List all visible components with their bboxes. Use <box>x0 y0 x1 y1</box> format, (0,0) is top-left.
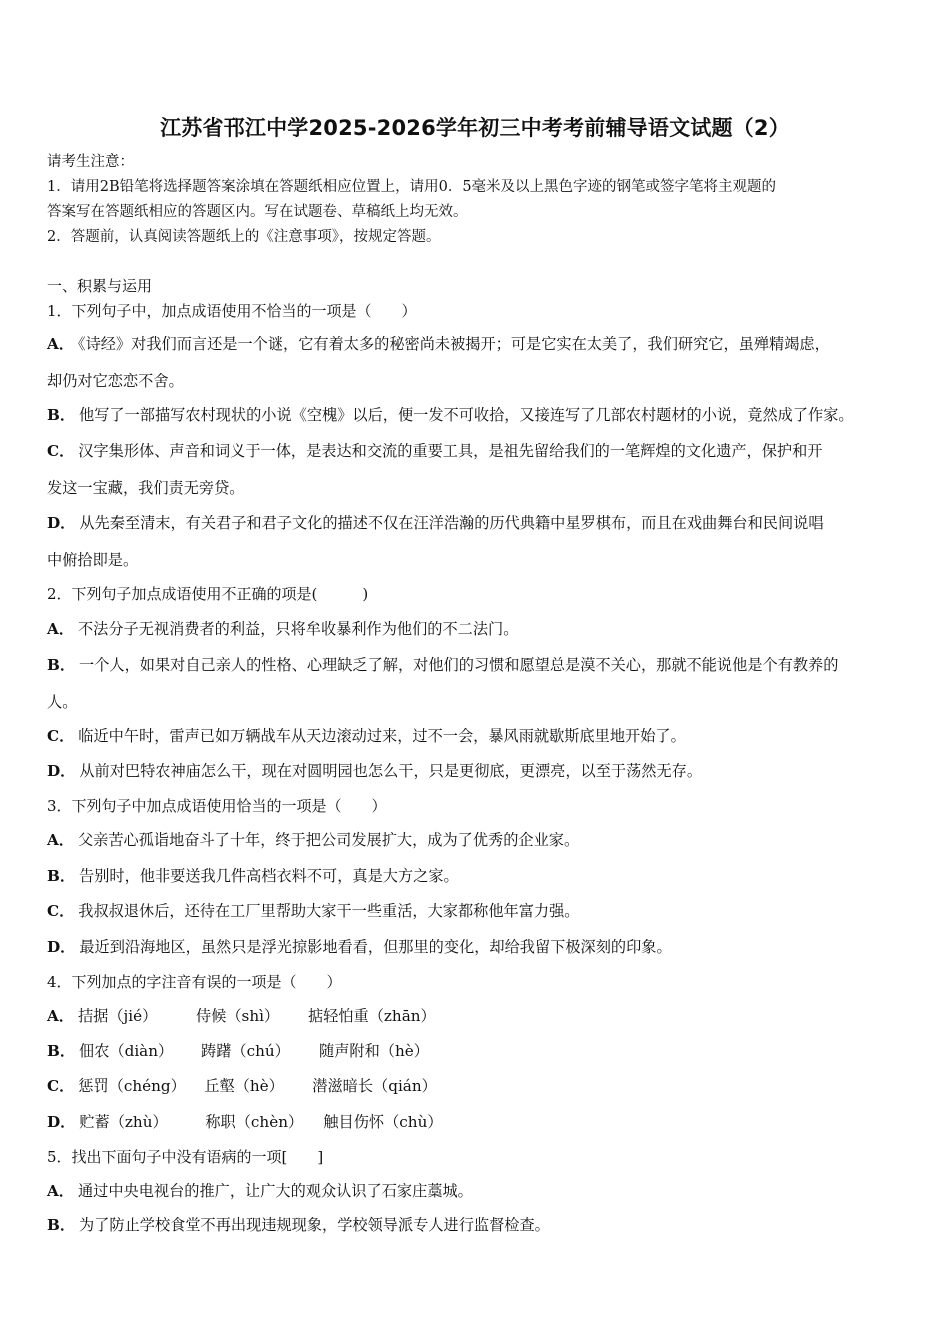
option-item-3: 随声附和（hè） <box>319 1042 429 1060</box>
option-text: 从先秦至清末，有关君子和君子文化的描述不仅在汪洋浩瀚的历代典籍中星罗棋布，而且在戏曲舞台和民间说唱 <box>79 514 824 532</box>
notice-item-2: 2．答题前，认真阅读答题纸上的《注意事项》，按规定答题。 <box>47 229 441 245</box>
option-text: 通过中央电视台的推广，让广大的观众认识了石家庄藁城。 <box>77 1182 473 1200</box>
question-1-option-c-cont: 发这一宝藏，我们责无旁贷。 <box>47 479 245 497</box>
option-item-2: 称职（chèn） <box>205 1113 304 1131</box>
option-label: B． <box>47 1216 76 1234</box>
question-4-option-b <box>47 1041 429 1061</box>
option-label: A． <box>47 1007 74 1025</box>
option-label: C． <box>47 442 75 460</box>
option-item-1: 惩罚（chéng） <box>78 1077 186 1095</box>
question-2-stem: 2．下列句子加点成语使用不正确的项是( ) <box>47 585 369 603</box>
option-label: B． <box>47 1042 76 1060</box>
question-1-option-c <box>47 441 822 461</box>
option-label: A． <box>47 831 74 849</box>
question-3-option-b <box>47 866 459 886</box>
option-text: 从前对巴特农神庙怎么干，现在对圆明园也怎么干，只是更彻底，更漂亮，以至于荡然无存。 <box>79 762 703 780</box>
option-label: B． <box>47 867 76 885</box>
question-1-option-d <box>47 513 824 533</box>
option-text: 父亲苦心孤诣地奋斗了十年，终于把公司发展扩大，成为了优秀的企业家。 <box>77 831 580 849</box>
question-1-option-a <box>47 334 830 354</box>
option-item-3: 触目伤怀（chù） <box>323 1113 443 1131</box>
option-text: 临近中午时，雷声已如万辆战车从天边滚动过来，过不一会，暴风雨就歇斯底里地开始了。 <box>78 727 686 745</box>
question-4-option-d <box>47 1112 443 1132</box>
option-text: 不法分子无视消费者的利益，只将牟收暴利作为他们的不二法门。 <box>77 620 519 638</box>
option-label: A． <box>47 1182 74 1200</box>
option-text: 一个人，如果对自己亲人的性格、心理缺乏了解，对他们的习惯和愿望总是漠不关心，那就不能说他是个有教养的 <box>79 656 839 674</box>
question-4-option-c <box>47 1076 437 1096</box>
notice-heading: 请考生注意： <box>47 154 134 170</box>
option-label: C． <box>47 1077 75 1095</box>
option-label: B． <box>47 406 76 424</box>
option-label: B． <box>47 656 76 674</box>
question-1-option-a-cont: 却仍对它恋恋不舍。 <box>47 372 184 390</box>
question-2-option-b-cont: 人。 <box>47 693 78 711</box>
option-text: 最近到沿海地区，虽然只是浮光掠影地看看，但那里的变化，却给我留下极深刻的印象。 <box>79 938 672 956</box>
question-1-stem: 1．下列句子中，加点成语使用不恰当的一项是（ ） <box>47 302 417 320</box>
option-text: 汉字集形体、声音和词义于一体，是表达和交流的重要工具，是祖先留给我们的一笔辉煌的文化遗产，保护和开 <box>78 442 823 460</box>
notice-item-1-line-2: 答案写在答题纸相应的答题区内。写在试题卷、草稿纸上均无效。 <box>47 204 468 220</box>
question-3-option-c <box>47 901 579 921</box>
question-2-option-c <box>47 726 686 746</box>
option-label: A． <box>47 620 74 638</box>
question-3-stem: 3．下列句子中加点成语使用恰当的一项是（ ） <box>47 797 387 815</box>
option-text: 为了防止学校食堂不再出现违规现象，学校领导派专人进行监督检查。 <box>79 1216 550 1234</box>
option-label: D． <box>47 514 76 532</box>
option-item-1: 佃农（diàn） <box>79 1042 174 1060</box>
question-3-option-a <box>47 830 579 850</box>
page-title: 江苏省邗江中学2025-2026学年初三中考考前辅导语文试题（2） <box>160 116 790 140</box>
option-label: A． <box>47 335 74 353</box>
option-text: 告别时，他非要送我几件高档衣料不可，真是大方之家。 <box>79 867 459 885</box>
option-text: 我叔叔退休后，还待在工厂里帮助大家干一些重活，大家都称他年富力强。 <box>78 902 580 920</box>
question-1-option-d-cont: 中俯拾即是。 <box>47 551 139 569</box>
option-item-2: 踌躇（chú） <box>201 1042 290 1060</box>
question-2-option-a <box>47 619 518 639</box>
option-label: C． <box>47 902 75 920</box>
option-label: D． <box>47 762 76 780</box>
notice-item-1-line-1: 1．请用2B铅笔将选择题答案涂填在答题纸相应位置上，请用0．5毫米及以上黑色字迹的钢笔或签字笔将主观题的 <box>47 179 777 195</box>
option-item-2: 丘壑（hè） <box>204 1077 284 1095</box>
option-text: 他写了一部描写农村现状的小说《空槐》以后，便一发不可收拾，又接连写了几部农村题材的小说，竟然成了作家。 <box>79 406 854 424</box>
question-1-option-b <box>47 405 854 425</box>
option-label: D． <box>47 938 76 956</box>
question-4-option-a <box>47 1006 436 1026</box>
option-item-3: 掂轻怕重（zhān） <box>307 1007 436 1025</box>
question-5-option-b <box>47 1215 550 1235</box>
option-label: D． <box>47 1113 76 1131</box>
question-5-option-a <box>47 1181 473 1201</box>
question-4-stem: 4．下列加点的字注音有误的一项是（ ） <box>47 973 342 991</box>
option-text: 《诗经》对我们而言还是一个谜，它有着太多的秘密尚未被揭开；可是它实在太美了，我们研究它，虽殚精竭虑， <box>77 335 830 353</box>
option-label: C． <box>47 727 75 745</box>
question-2-option-d <box>47 761 702 781</box>
option-item-1: 贮蓄（zhù） <box>79 1113 168 1131</box>
option-item-1: 拮据（jié） <box>77 1007 158 1025</box>
question-5-stem: 5．找出下面句子中没有语病的一项[ ] <box>47 1148 324 1166</box>
option-item-2: 侍候（shì） <box>195 1007 280 1025</box>
question-2-option-b <box>47 655 838 675</box>
option-item-3: 潜滋暗长（qián） <box>312 1077 437 1095</box>
question-3-option-d <box>47 937 672 957</box>
section-heading: 一、积累与运用 <box>47 277 153 295</box>
